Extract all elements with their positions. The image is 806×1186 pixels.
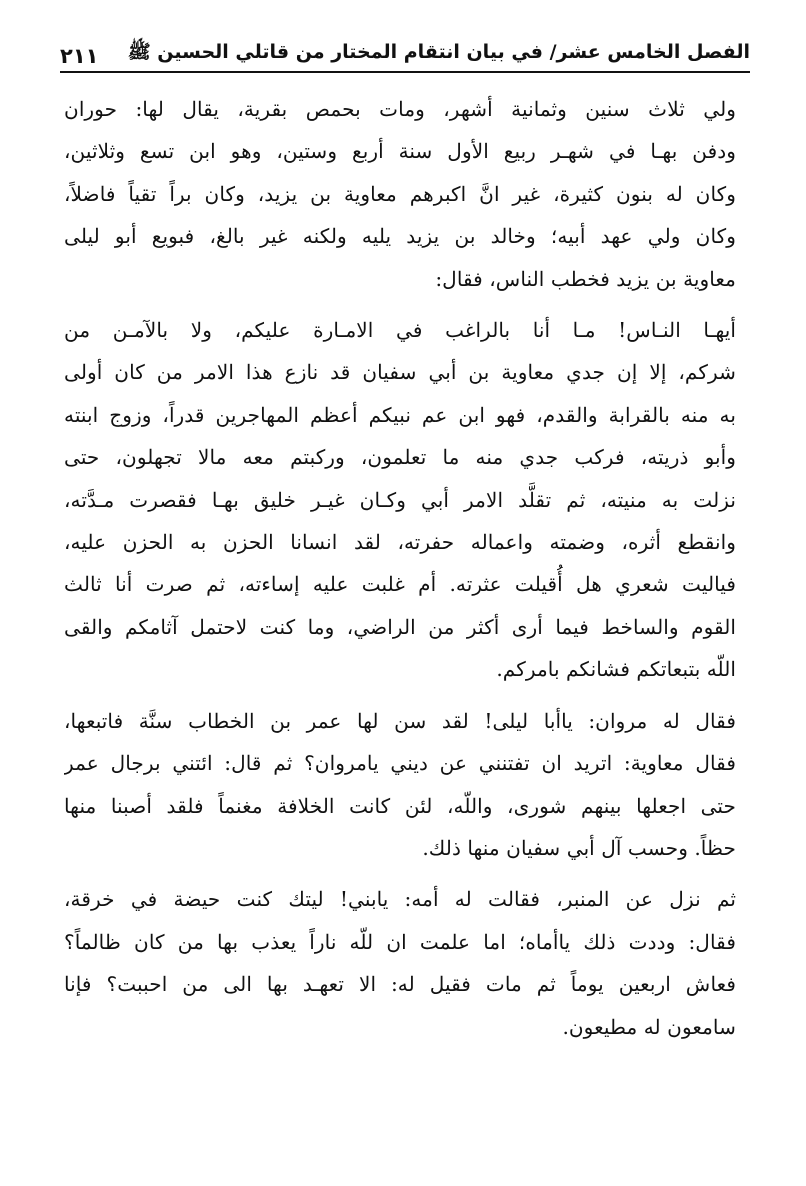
text-line: وأبو ذريته، فركب جدي منه ما تعلمون، وركبتم معه مالا تجهلون، حتى: [64, 445, 736, 470]
text-line: القوم والساخط فيما أرى أكثر من الراضي، وما كنت لاحتمل آثامكم والقى: [64, 614, 736, 639]
text-line: وكان ولي عهد أبيه؛ وخالد بن يزيد يليه ولكنه غير بالغ، فبويع أبو ليلى: [64, 224, 736, 249]
paragraph: [64, 88, 736, 300]
text-line: وانقطع أثره، وضمته واعماله حفرته، لقد انسانا الحزن به الحزن عليه،: [64, 530, 736, 555]
text-line: وكان له بنون كثيرة، غير انَّ اكبرهم معاوية بن يزيد، وكان براً تقياً فاضلاً،: [64, 181, 736, 206]
paragraph: [64, 878, 736, 1048]
page-number: ٢١١: [60, 44, 99, 68]
text-line: فقال: وددت ذلك ياأماه؛ اما علمت ان للّه ناراً يعذب بها من كان ظالماً؟: [64, 929, 736, 954]
body-text: [64, 88, 736, 1048]
text-line: فياليت شعري هل أُقيلت عثرته. أم غلبت عليه إساءته، ثم صرت أنا ثالث: [64, 572, 736, 597]
text-line: نزلت به منيته، ثم تقلَّد الامر أبي وكـان غيـر خليق بهـا فقصرت مـدَّته،: [64, 487, 736, 512]
text-line: أيهـا النـاس! مـا أنا بالراغب في الامـارة عليكم، ولا بالآمـن من: [64, 318, 736, 343]
text-line: سامعون له مطيعون.: [562, 1014, 736, 1039]
header-rule: [60, 71, 750, 73]
text-line: حتى اجعلها بينهم شورى، واللّه، لئن كانت الخلافة مغنماً فلقد أصبنا منها: [64, 793, 736, 818]
text-line: به منه بالقرابة والقدم، فهو ابن عم نبيكم أعظم المهاجرين قدراً، وزوج ابنته: [64, 402, 736, 427]
text-line: فعاش اربعين يوماً ثم مات فقيل له: الا تعهـد بها الى من احببت؟ فإنا: [64, 972, 736, 997]
text-line: شركم، إلا إن جدي معاوية بن أبي سفيان قد نازع هذا الامر من كان أولى: [64, 360, 736, 385]
text-line: ثم نزل عن المنبر، فقالت له أمه: يابني! ليتك كنت حيضة في خرقة،: [64, 887, 736, 912]
text-line: ولي ثلاث سنين وثمانية أشهر، ومات بحمص بقرية، يقال لها: حوران: [64, 97, 736, 121]
text-line: فقال له مروان: ياأبا ليلى! لقد سن لها عمر بن الخطاب سنَّة فاتبعها،: [64, 708, 736, 733]
text-line: فقال معاوية: اتريد ان تفتنني عن ديني يامروان؟ ثم قال: ائتني برجال عمر: [64, 751, 736, 776]
text-line: حظاً. وحسب آل أبي سفيان منها ذلك.: [422, 835, 736, 860]
text-line: ودفن بهـا في شهـر ربيع الأول سنة أربع وستين، وهو ابن تسع وثلاثين،: [64, 139, 736, 164]
running-header: [60, 28, 750, 68]
text-line: معاوية بن يزيد فخطب الناس، فقال:: [435, 266, 736, 291]
paragraph: [64, 309, 736, 691]
paragraph: [64, 700, 736, 870]
text-line: اللّه بتبعاتكم فشانكم بامركم.: [496, 657, 736, 682]
chapter-title: الفصل الخامس عشر/ في بيان انتقام المختار من قاتلي الحسين ﷺ: [127, 41, 750, 63]
